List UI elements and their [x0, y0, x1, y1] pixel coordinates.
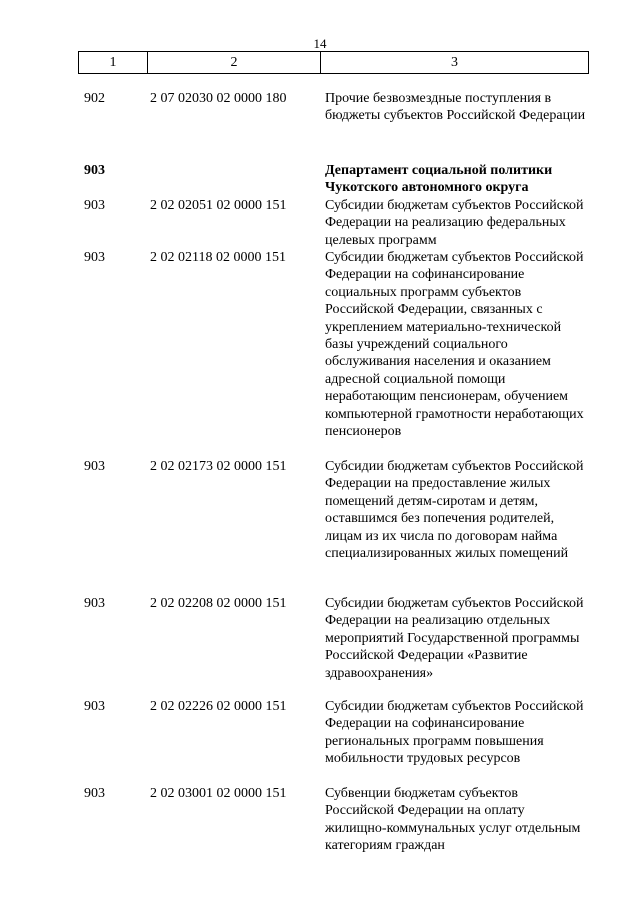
column-header-1: 1: [79, 52, 148, 74]
admin-code: 903: [84, 699, 105, 714]
budget-classification-code: 2 02 02208 02 0000 151: [150, 596, 287, 611]
admin-code: 903: [84, 163, 105, 178]
budget-classification-code: 2 07 02030 02 0000 180: [150, 91, 287, 106]
admin-code: 903: [84, 459, 105, 474]
income-description: Субсидии бюджетам субъектов Российской Федерации на предоставление жилых помещений детям-сиротам и детям, оставшимся без попечения родителей, лицам из их числа по договорам найма специализированных жилых помещений: [325, 459, 584, 562]
department-name: Департамент социальной политики Чукотского автономного округа: [325, 163, 553, 196]
page-number: 14: [313, 36, 327, 51]
budget-classification-code: 2 02 02118 02 0000 151: [150, 250, 286, 265]
budget-classification-code: 2 02 02226 02 0000 151: [150, 699, 287, 714]
column-header-table: [78, 51, 589, 74]
income-description: Прочие безвозмездные поступления в бюджеты субъектов Российской Федерации: [325, 91, 586, 124]
budget-classification-code: 2 02 02051 02 0000 151: [150, 198, 287, 213]
admin-code: 903: [84, 786, 105, 801]
income-description: Субсидии бюджетам субъектов Российской Федерации на софинансирование социальных программ субъектов Российской Федерации, связанных с укреплением материально-технической базы учреждений социального обслуживания населения и оказанием адресной социальной помощи неработающим пенсионерам, обучением компьютерной грамотности неработающих пенсионеров: [325, 250, 584, 440]
admin-code: 903: [84, 250, 105, 265]
column-header-2: 2: [148, 52, 321, 74]
income-description: Субвенции бюджетам субъектов Российской Федерации на оплату жилищно-коммунальных услуг отдельным категориям граждан: [325, 786, 581, 854]
income-description: Субсидии бюджетам субъектов Российской Федерации на софинансирование региональных программ повышения мобильности трудовых ресурсов: [325, 699, 584, 767]
admin-code: 903: [84, 198, 105, 213]
budget-classification-code: 2 02 03001 02 0000 151: [150, 786, 287, 801]
budget-classification-code: 2 02 02173 02 0000 151: [150, 459, 287, 474]
income-description: Субсидии бюджетам субъектов Российской Федерации на реализацию отдельных мероприятий Государственной программы Российской Федерации «Развитие здравоохранения»: [325, 596, 584, 681]
admin-code: 902: [84, 91, 105, 106]
income-description: Субсидии бюджетам субъектов Российской Федерации на реализацию федеральных целевых программ: [325, 198, 584, 248]
column-header-3: 3: [321, 52, 589, 74]
admin-code: 903: [84, 596, 105, 611]
